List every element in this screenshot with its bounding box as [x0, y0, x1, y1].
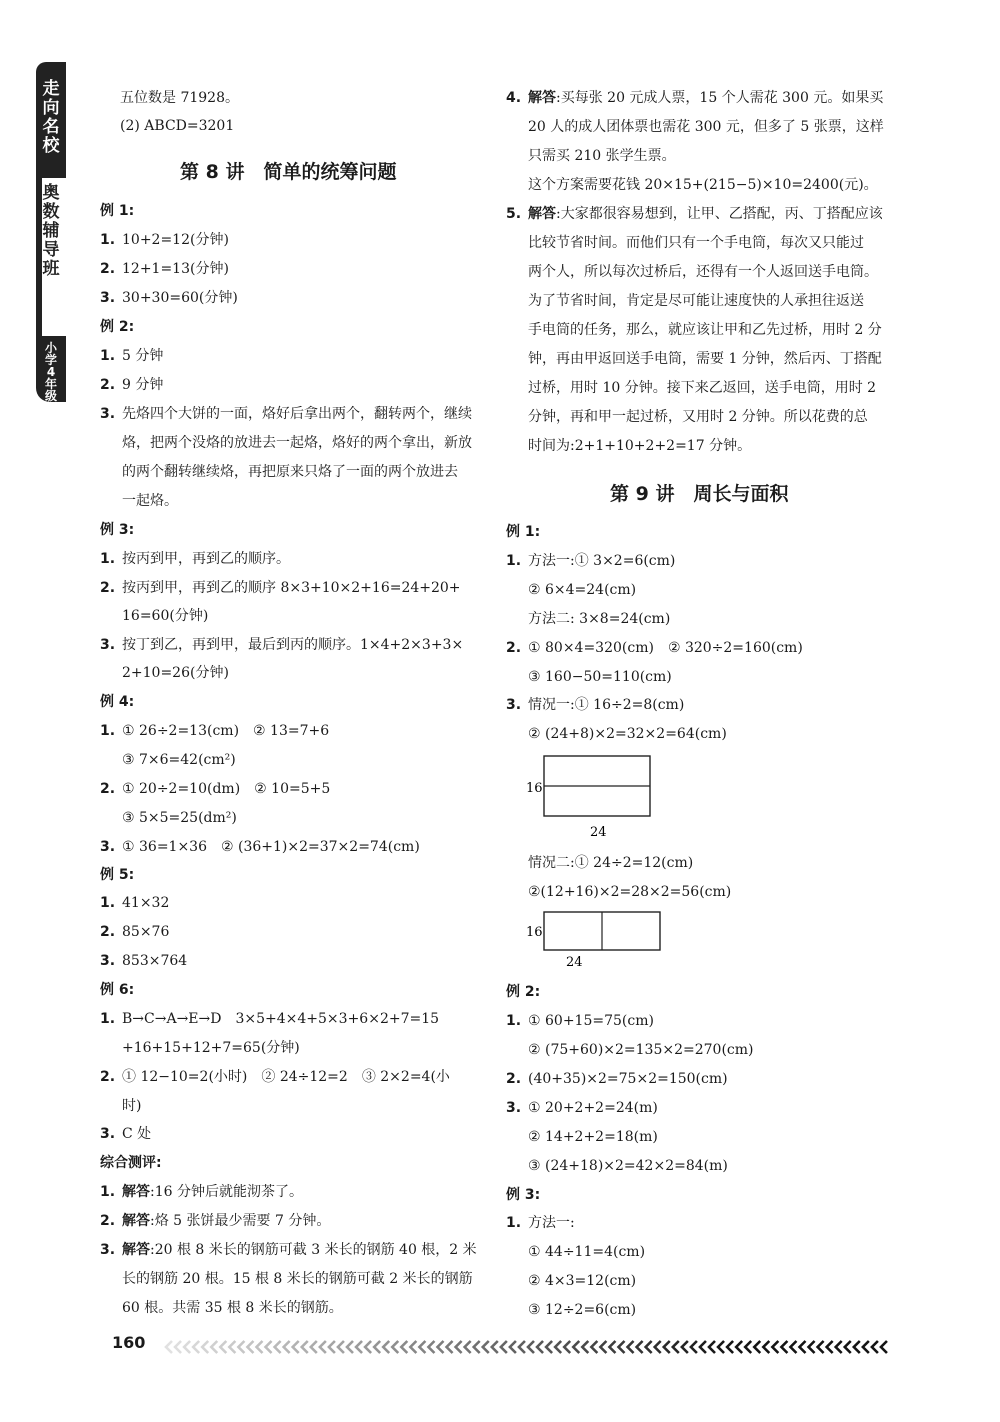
chevron-left-icon — [483, 1341, 489, 1353]
chevron-left-icon — [365, 1341, 371, 1353]
list-item: 1. 41×32 — [100, 895, 170, 911]
list-item: 2. ① 20÷2=10(dm) ② 10=5+5 — [100, 781, 331, 797]
list-item: 5. 解答:大家都很容易想到，让甲、乙搭配，丙、丁搭配应该 — [506, 206, 883, 222]
list-item: 2. ① 80×4=320(cm) ② 320÷2=160(cm) — [506, 640, 803, 656]
chevron-left-icon — [655, 1341, 661, 1353]
list-item: 1. ① 60+15=75(cm) — [506, 1013, 654, 1029]
chevron-left-icon — [591, 1341, 597, 1353]
example-label: 例 1: — [506, 524, 541, 540]
example-label: 例 2: — [506, 984, 541, 1000]
text-line: 比较节省时间。而他们只有一个手电筒，每次又只能过 — [528, 235, 864, 251]
chevron-left-icon — [275, 1341, 281, 1353]
side-label: 16 — [526, 925, 543, 940]
bottom-label: 24 — [590, 825, 607, 840]
example-label: 例 3: — [506, 1187, 541, 1203]
chevron-left-icon — [519, 1341, 525, 1353]
chevron-left-icon — [700, 1341, 706, 1353]
list-item: 1. 按丙到甲，再到乙的顺序。 — [100, 551, 290, 567]
chevron-left-icon — [238, 1341, 244, 1353]
chevron-left-icon — [718, 1341, 724, 1353]
text-line: (2) ABCD=3201 — [120, 118, 235, 134]
text-line: 烙，把两个没烙的放进去一起烙，烙好的两个拿出，新放 — [122, 435, 472, 451]
chevron-left-icon — [727, 1341, 733, 1353]
example-label: 例 5: — [100, 867, 135, 883]
sidebar-tab — [36, 62, 66, 402]
text-line: 手电筒的任务，那么，就应该让甲和乙先过桥，用时 2 分 — [528, 322, 882, 338]
text-line: 只需买 210 张学生票。 — [528, 148, 676, 164]
chevron-left-icon — [229, 1341, 235, 1353]
example-label: 例 6: — [100, 982, 135, 998]
chevron-left-icon — [247, 1341, 253, 1353]
page-number: 160 — [112, 1333, 146, 1352]
decorative-arrow-strip — [148, 1340, 892, 1354]
chevron-left-icon — [166, 1341, 172, 1353]
chevron-left-icon — [456, 1341, 462, 1353]
chevron-left-icon — [537, 1341, 543, 1353]
text-line: 为了节省时间，肯定是尽可能让速度快的人承担往返送 — [528, 293, 864, 309]
chevron-left-icon — [600, 1341, 606, 1353]
text-line: ③ 12÷2=6(cm) — [528, 1302, 637, 1318]
chevron-left-icon — [474, 1341, 480, 1353]
chevron-left-icon — [419, 1341, 425, 1353]
chevron-left-icon — [266, 1341, 272, 1353]
chevron-left-icon — [736, 1341, 742, 1353]
chevron-left-icon — [374, 1341, 380, 1353]
list-item: 3. 30+30=60(分钟) — [100, 290, 238, 306]
sidebar-bottom-text: 小 学 4 年 级 — [44, 341, 57, 403]
example-label: 例 3: — [100, 522, 135, 538]
side-label: 16 — [526, 781, 543, 796]
chevron-left-icon — [673, 1341, 679, 1353]
chevron-left-icon — [818, 1341, 824, 1353]
chevron-left-icon — [619, 1341, 625, 1353]
chevron-left-icon — [691, 1341, 697, 1353]
list-item: 2. ① 12−10=2(小时) ② 24÷12=2 ③ 2×2=4(小 — [100, 1069, 450, 1085]
chevron-left-icon — [863, 1341, 869, 1353]
list-item: 3. 853×764 — [100, 953, 188, 969]
chevron-left-icon — [257, 1341, 263, 1353]
list-item: 1. 5 分钟 — [100, 348, 164, 364]
chevron-left-icon — [320, 1341, 326, 1353]
chevron-left-icon — [854, 1341, 860, 1353]
chevron-left-icon — [501, 1341, 507, 1353]
list-item: 1. 10+2=12(分钟) — [100, 232, 229, 248]
list-item: 2. 9 分钟 — [100, 377, 164, 393]
list-item: 3. 先烙四个大饼的一面，烙好后拿出两个，翻转两个，继续 — [100, 406, 472, 422]
text-line: ② (24+8)×2=32×2=64(cm) — [528, 726, 727, 742]
chevron-left-icon — [193, 1341, 199, 1353]
chevron-left-icon — [284, 1341, 290, 1353]
text-line: 长的钢筋 20 根。15 根 8 米长的钢筋可截 2 米长的钢筋 — [122, 1271, 473, 1287]
chevron-left-icon — [356, 1341, 362, 1353]
chevron-left-icon — [745, 1341, 751, 1353]
text-line: ② (75+60)×2=135×2=270(cm) — [528, 1042, 754, 1058]
chevron-left-icon — [465, 1341, 471, 1353]
chevron-left-icon — [383, 1341, 389, 1353]
chevron-left-icon — [293, 1341, 299, 1353]
text-line: 五位数是 71928。 — [120, 90, 239, 106]
text-line: 16=60(分钟) — [122, 608, 209, 624]
sidebar-middle-text: 奥 数 辅 导 班 — [42, 183, 60, 279]
chevron-left-icon — [872, 1341, 878, 1353]
list-item: 3. 按丁到乙，再到甲，最后到丙的顺序。1×4+2×3+3× — [100, 637, 464, 653]
list-item: 1. 方法一:① 3×2=6(cm) — [506, 553, 676, 569]
text-line: ③ 5×5=25(dm²) — [122, 810, 237, 826]
chevron-left-icon — [664, 1341, 670, 1353]
text-line: 时) — [122, 1098, 142, 1114]
text-line: 20 人的成人团体票也需花 300 元，但多了 5 张票，这样 — [528, 119, 884, 135]
list-item: 3. 情况一:① 16÷2=8(cm) — [506, 697, 685, 713]
list-item: 2. 12+1=13(分钟) — [100, 261, 229, 277]
chevron-left-icon — [845, 1341, 851, 1353]
chevron-left-icon — [401, 1341, 407, 1353]
text-line: 60 根。共需 35 根 8 米长的钢筋。 — [122, 1300, 343, 1316]
text-line: 分钟，再和甲一起过桥，又用时 2 分钟。所以花费的总 — [528, 409, 868, 425]
list-item: 3. ① 36=1×36 ② (36+1)×2=37×2=74(cm) — [100, 839, 420, 855]
chevron-left-icon — [438, 1341, 444, 1353]
text-line: 方法二: 3×8=24(cm) — [528, 611, 671, 627]
list-item: 1. B→C→A→E→D 3×5+4×4+5×3+6×2+7=15 — [100, 1011, 440, 1027]
chevron-left-icon — [582, 1341, 588, 1353]
text-line: 过桥，用时 10 分钟。接下来乙返回，送手电筒，用时 2 — [528, 380, 877, 396]
chevron-left-icon — [220, 1341, 226, 1353]
chevron-left-icon — [763, 1341, 769, 1353]
list-item: 2. 85×76 — [100, 924, 170, 940]
chevron-left-icon — [809, 1341, 815, 1353]
chevron-left-icon — [709, 1341, 715, 1353]
chevron-left-icon — [311, 1341, 317, 1353]
chevron-left-icon — [202, 1341, 208, 1353]
text-line: 这个方案需要花钱 20×15+(215−5)×10=2400(元)。 — [528, 177, 878, 193]
list-item: 3. 解答:20 根 8 米长的钢筋可截 3 米长的钢筋 40 根，2 米 — [100, 1242, 477, 1258]
text-line: ②(12+16)×2=28×2=56(cm) — [528, 884, 732, 900]
bottom-label: 24 — [566, 955, 583, 970]
text-line: ② 6×4=24(cm) — [528, 582, 637, 598]
chevron-left-icon — [609, 1341, 615, 1353]
text-line: 钟，再由甲返回送手电筒，需要 1 分钟，然后丙、丁搭配 — [528, 351, 882, 367]
chevron-left-icon — [637, 1341, 643, 1353]
chevron-left-icon — [392, 1341, 398, 1353]
chevron-left-icon — [546, 1341, 552, 1353]
list-item: 1. ① 26÷2=13(cm) ② 13=7+6 — [100, 723, 330, 739]
text-line: 情况二:① 24÷2=12(cm) — [528, 855, 694, 871]
list-item: 3. ① 20+2+2=24(m) — [506, 1100, 658, 1116]
chevron-left-icon — [184, 1341, 190, 1353]
list-item: 1. 解答:16 分钟后就能沏茶了。 — [100, 1184, 303, 1200]
sidebar-top-text: 走 向 名 校 — [42, 79, 60, 156]
list-item: 2. (40+35)×2=75×2=150(cm) — [506, 1071, 728, 1087]
section-heading-9: 第 9 讲 周长与面积 — [610, 483, 789, 505]
chevron-left-icon — [682, 1341, 688, 1353]
chevron-left-icon — [646, 1341, 652, 1353]
chevron-left-icon — [790, 1341, 796, 1353]
chevron-left-icon — [781, 1341, 787, 1353]
list-item: 2. 按丙到甲，再到乙的顺序 8×3+10×2+16=24+20+ — [100, 580, 461, 596]
section-subheading: 综合测评: — [100, 1155, 162, 1171]
text-line: ① 44÷11=4(cm) — [528, 1244, 646, 1260]
chevron-left-icon — [211, 1341, 217, 1353]
section-heading-8: 第 8 讲 简单的统筹问题 — [180, 161, 397, 183]
text-line: 时间为:2+1+10+2+2=17 分钟。 — [528, 438, 752, 454]
chevron-left-icon — [573, 1341, 579, 1353]
chevron-left-icon — [800, 1341, 806, 1353]
chevron-left-icon — [754, 1341, 760, 1353]
text-line: 的两个翻转继续烙，再把原来只烙了一面的两个放进去 — [122, 464, 458, 480]
text-line: ② 4×3=12(cm) — [528, 1273, 637, 1289]
chevron-left-icon — [447, 1341, 453, 1353]
text-line: +16+15+12+7=65(分钟) — [122, 1040, 300, 1056]
chevron-left-icon — [528, 1341, 534, 1353]
text-line: ③ 7×6=42(cm²) — [122, 752, 236, 768]
text-line: ② 14+2+2=18(m) — [528, 1129, 658, 1145]
chevron-left-icon — [347, 1341, 353, 1353]
rectangle-figure-2 — [520, 908, 670, 970]
list-item: 1. 方法一: — [506, 1215, 575, 1231]
chevron-left-icon — [836, 1341, 842, 1353]
chevron-left-icon — [338, 1341, 344, 1353]
chevron-left-icon — [302, 1341, 308, 1353]
list-item: 4. 解答:买每张 20 元成人票，15 个人需花 300 元。如果买 — [506, 90, 884, 106]
chevron-left-icon — [510, 1341, 516, 1353]
chevron-left-icon — [772, 1341, 778, 1353]
chevron-left-icon — [827, 1341, 833, 1353]
text-line: 两个人，所以每次过桥后，还得有一个人返回送手电筒。 — [528, 264, 878, 280]
rectangle-figure-1 — [520, 750, 660, 842]
chevron-left-icon — [329, 1341, 335, 1353]
text-line: 一起烙。 — [122, 493, 178, 509]
list-item: 2. 解答:烙 5 张饼最少需要 7 分钟。 — [100, 1213, 331, 1229]
text-line: ③ (24+18)×2=42×2=84(m) — [528, 1158, 728, 1174]
list-item: 3. C 处 — [100, 1126, 152, 1142]
chevron-left-icon — [492, 1341, 498, 1353]
text-line: ③ 160−50=110(cm) — [528, 669, 672, 685]
chevron-left-icon — [881, 1341, 887, 1353]
example-label: 例 2: — [100, 319, 135, 335]
example-label: 例 4: — [100, 694, 135, 710]
chevron-left-icon — [428, 1341, 434, 1353]
text-line: 2+10=26(分钟) — [122, 665, 229, 681]
chevron-left-icon — [555, 1341, 561, 1353]
chevron-left-icon — [628, 1341, 634, 1353]
chevron-left-icon — [410, 1341, 416, 1353]
example-label: 例 1: — [100, 203, 135, 219]
chevron-left-icon — [175, 1341, 181, 1353]
chevron-left-icon — [564, 1341, 570, 1353]
